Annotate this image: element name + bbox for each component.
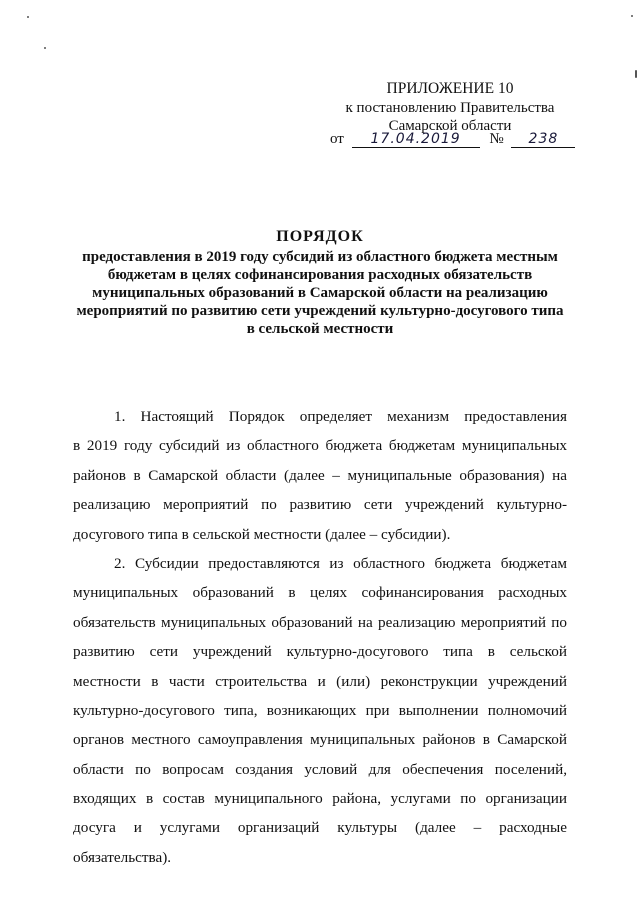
resolution-line: к постановлению Правительства — [345, 100, 555, 116]
paragraph-line: досугового типа в сельской местности (далее – субсидии). — [73, 525, 451, 543]
paragraph-line: области по вопросам создания условий для обеспечения поселений, — [73, 760, 567, 778]
date-number-line — [330, 130, 600, 148]
paragraph-line: 1. Настоящий Порядок определяет механизм предоставления — [114, 408, 567, 425]
heading-title: ПОРЯДОК — [276, 228, 364, 245]
paragraph-line: входящих в состав муниципального района, услугами по организации — [73, 790, 567, 808]
scan-speck — [27, 16, 29, 18]
paragraph-line: развитию сети учреждений культурно-досугового типа в сельской — [73, 643, 567, 661]
paragraph-line: органов местного самоуправления муниципальных районов в Самарской — [73, 731, 567, 749]
paragraph-line: культурно-досугового типа, возникающих при выполнении полномочий — [73, 701, 567, 719]
paragraph-line: в 2019 году субсидий из областного бюджета бюджетам муниципальных — [73, 437, 567, 455]
appendix-title: ПРИЛОЖЕНИЕ 10 — [386, 80, 514, 97]
scan-speck — [635, 70, 637, 78]
heading-line: предоставления в 2019 году субсидий из областного бюджета местным — [82, 249, 558, 265]
heading-line: в сельской местности — [246, 321, 394, 337]
heading-line: мероприятий по развитию сети учреждений культурно-досугового типа — [76, 303, 564, 319]
paragraph-line: обязательств муниципальных образований на реализацию мероприятий по — [73, 613, 567, 631]
scan-speck — [44, 47, 46, 49]
appendix-block — [300, 80, 600, 135]
document-body — [73, 402, 567, 872]
paragraph-line: 2. Субсидии предоставляются из областного бюджета бюджетам — [114, 554, 567, 572]
paragraph-line: досуга и услугами организаций культуры (далее – расходные — [73, 819, 567, 837]
paragraph-line: обязательства). — [73, 848, 172, 866]
heading-line: муниципальных образований в Самарской области на реализацию — [92, 285, 548, 301]
paragraph-line: муниципальных образований в целях софинансирования расходных — [73, 584, 567, 602]
document-heading — [70, 228, 570, 338]
paragraph-line: районов в Самарской области (далее – муниципальные образования) на — [73, 466, 567, 484]
paragraph-line: местности в части строительства и (или) реконструкции учреждений — [73, 672, 567, 690]
handwritten-number: 238 — [511, 131, 575, 148]
paragraph-1 — [73, 402, 567, 549]
handwritten-date: 17.04.2019 — [352, 131, 480, 148]
number-label: № — [489, 131, 504, 147]
scan-speck — [631, 15, 633, 17]
region-line: Самарской области — [388, 118, 512, 134]
paragraph-2 — [73, 549, 567, 872]
paragraph-line: реализацию мероприятий по развитию сети учреждений культурно- — [73, 496, 567, 514]
date-label: от — [330, 131, 344, 147]
heading-line: бюджетам в целях софинансирования расходных обязательств — [107, 267, 533, 283]
